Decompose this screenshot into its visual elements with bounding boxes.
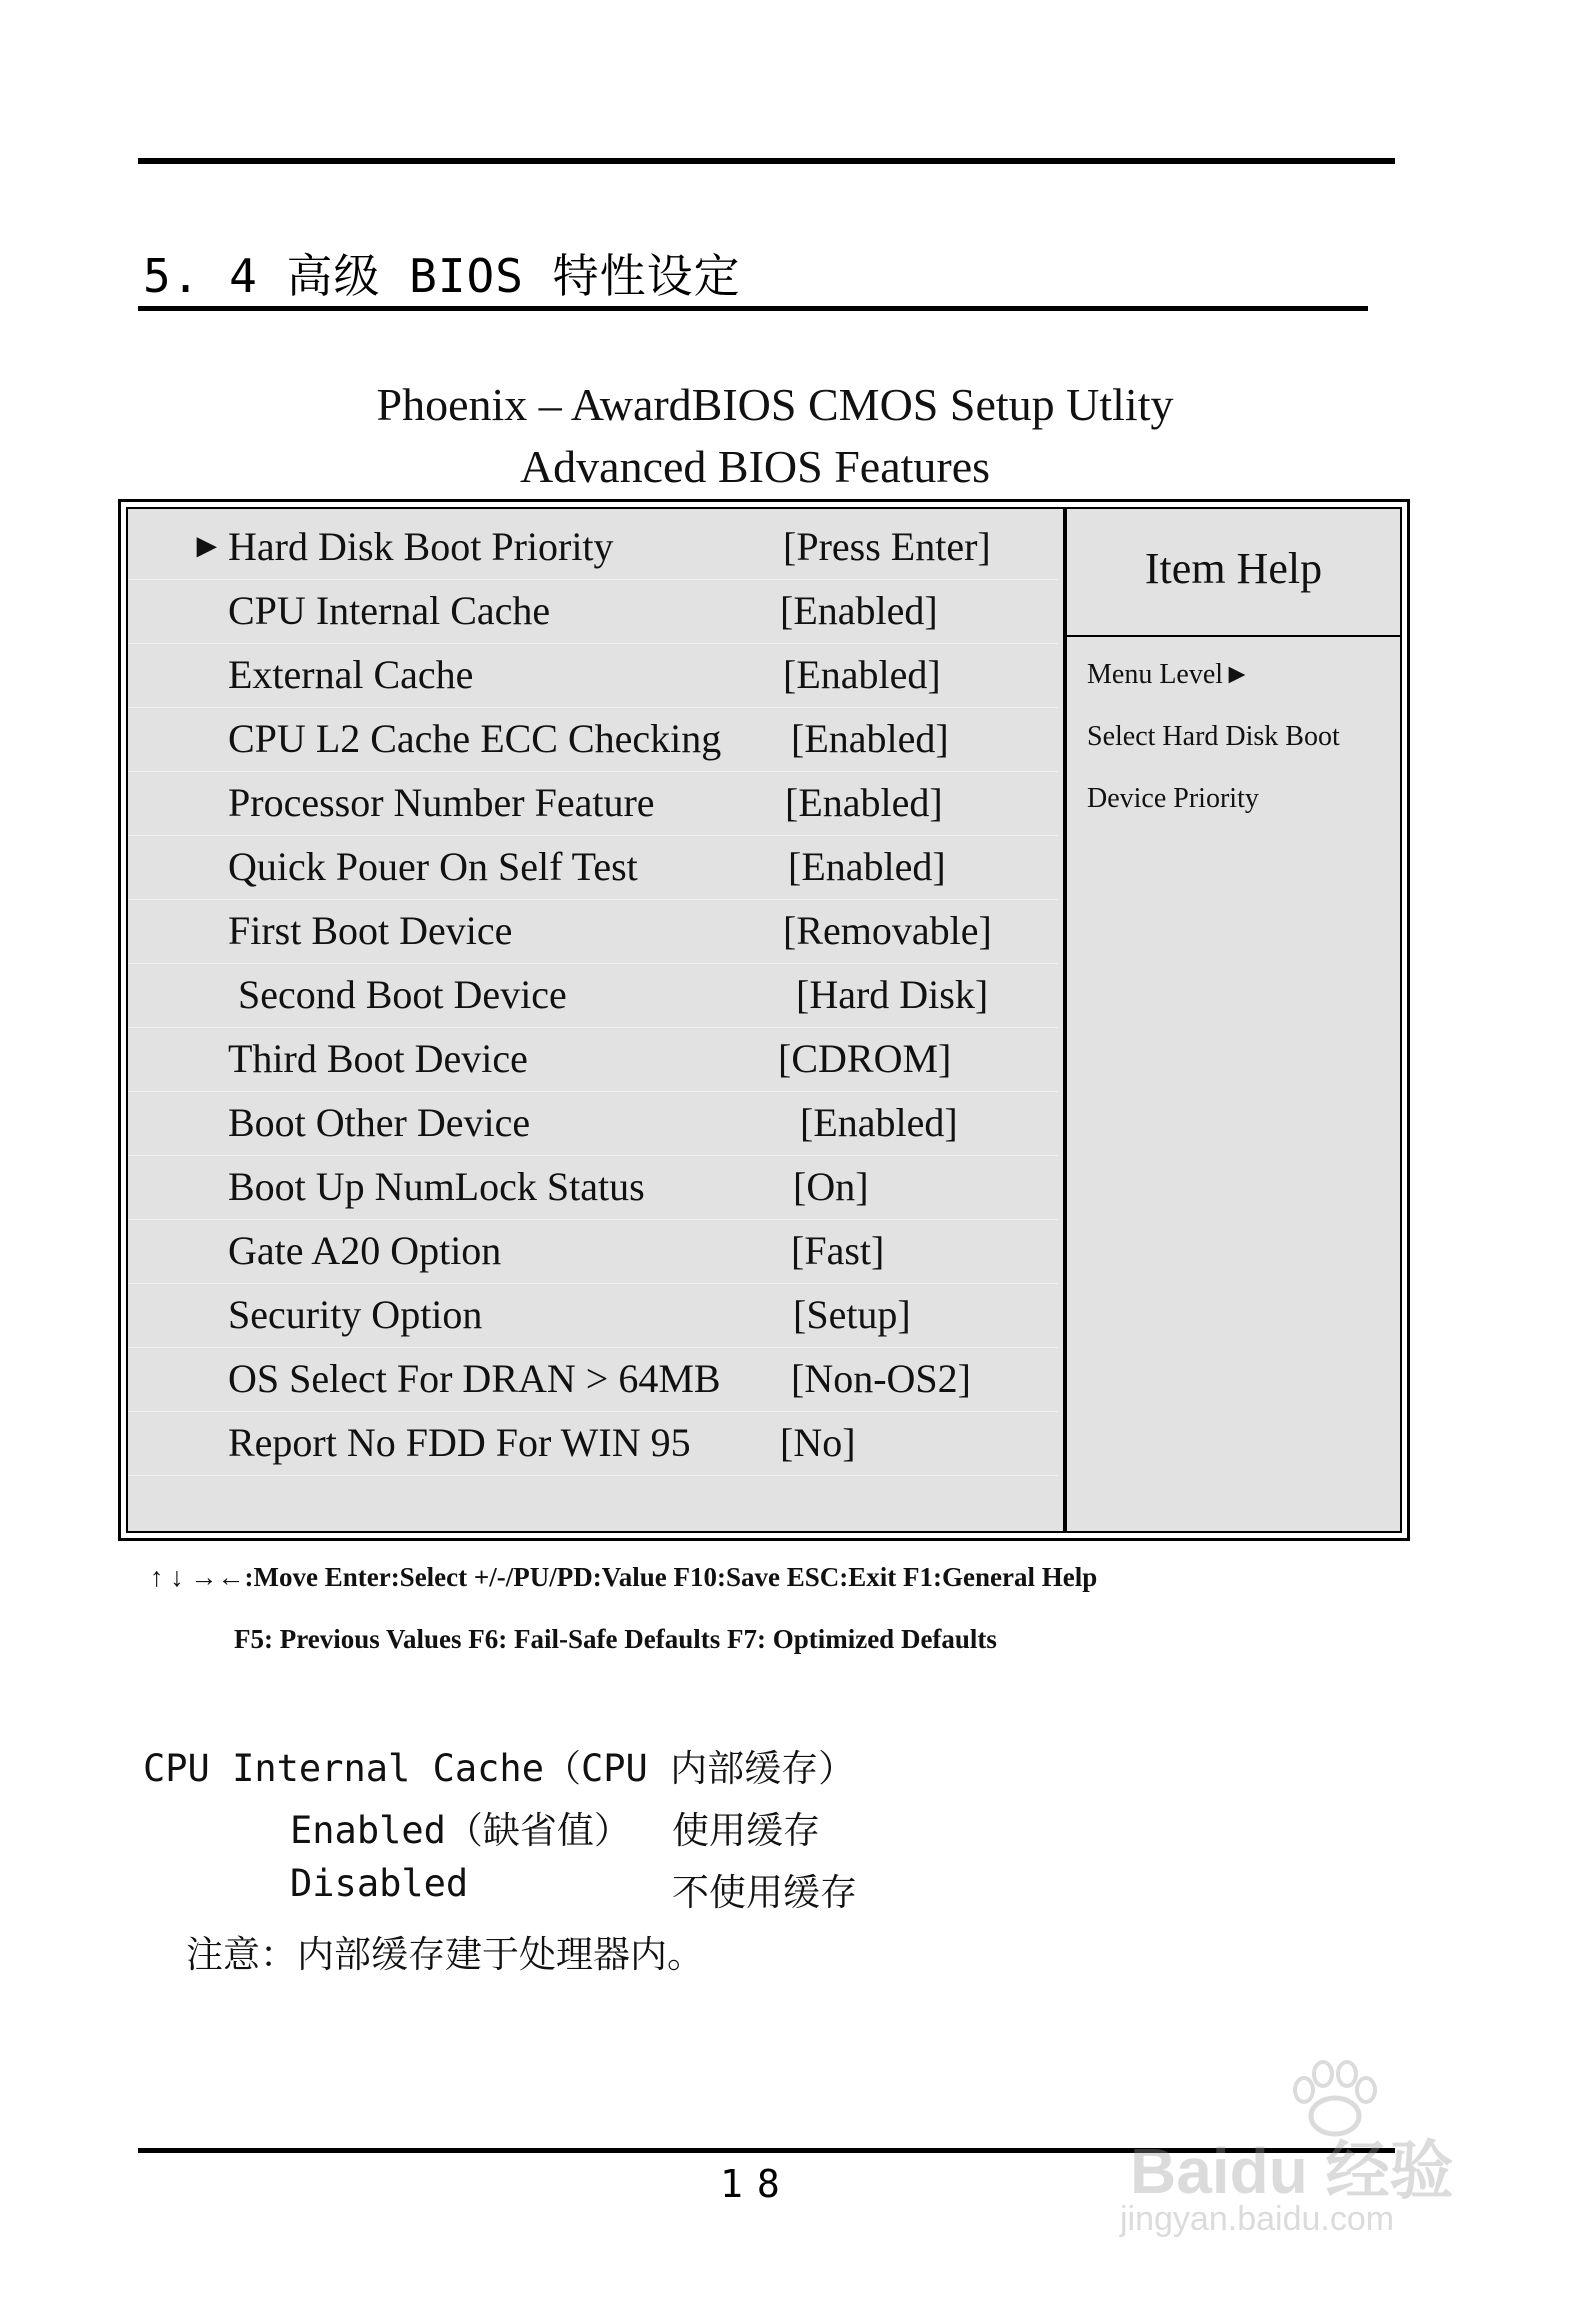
setting-label: Boot Up NumLock Status [228,1164,645,1209]
setting-value[interactable]: [Enabled] [783,652,941,697]
setting-report-no-fdd[interactable] [128,1411,1058,1476]
help-description-line2: Device Priority [1087,783,1259,814]
setting-value[interactable]: [Removable] [783,908,992,953]
setting-label: Gate A20 Option [228,1228,502,1273]
setting-value[interactable]: [CDROM] [778,1036,952,1081]
option-disabled-desc: 不使用缓存 [672,1871,857,1914]
submenu-arrow-icon: ► [190,528,224,565]
menu-level-text: Menu Level► [1087,659,1251,690]
setting-label: OS Select For DRAN > 64MB [228,1356,721,1401]
setting-first-boot-device[interactable] [128,899,1058,964]
item-help-header [1067,509,1400,637]
setting-value[interactable]: [Enabled] [780,588,938,633]
setting-value[interactable]: [Non-OS2] [791,1356,971,1401]
bios-screen [118,499,1410,1541]
setting-label: External Cache [228,652,474,697]
body-heading: CPU Internal Cache（CPU 内部缓存） [143,1747,856,1790]
key-legend-line1: ↑ ↓ →←:Move Enter:Select +/-/PU/PD:Value F10:Save ESC:Exit F1:General Help [150,1562,1098,1592]
item-help-pane [1067,509,1400,1531]
bios-screen-title: Advanced BIOS Features [519,441,991,492]
option-enabled-desc: 使用缓存 [672,1809,820,1852]
setting-value[interactable]: [Enabled] [800,1100,958,1145]
watermark-url: jingyan.baidu.com [1120,2200,1395,2238]
setting-label: Third Boot Device [228,1036,528,1081]
setting-external-cache[interactable] [128,643,1058,708]
body-note: 注意：内部缓存建于处理器内。 [186,1933,704,1976]
setting-value[interactable]: [Fast] [791,1228,885,1273]
setting-gate-a20[interactable] [128,1219,1058,1284]
top-rule [138,158,1395,164]
setting-label: Hard Disk Boot Priority [228,524,614,569]
setting-cpu-l2-cache-ecc[interactable] [128,707,1058,772]
page-number: 18 [720,2162,794,2206]
setting-label: Quick Pouer On Self Test [228,844,638,889]
setting-processor-number[interactable] [128,771,1058,836]
setting-label: Boot Other Device [228,1100,531,1145]
setting-label: First Boot Device [228,908,513,953]
setting-value[interactable]: [Press Enter] [783,524,991,569]
option-disabled-label: Disabled [290,1862,469,1905]
setting-quick-post[interactable] [128,835,1058,900]
setting-label: Processor Number Feature [228,780,655,825]
setting-label: Second Boot Device [238,972,567,1017]
item-help-title: Item Help [1144,544,1323,593]
baidu-watermark [1110,2060,1510,2240]
settings-list [128,509,1063,1531]
setting-value[interactable]: [Hard Disk] [796,972,989,1017]
setting-third-boot-device[interactable] [128,1027,1058,1092]
section-title-underline [138,306,1368,311]
watermark-brand: Baidu 经验 [1130,2135,1454,2207]
key-legend-line2: F5: Previous Values F6: Fail-Safe Defaults F7: Optimized Defaults [234,1624,997,1654]
setting-label: Security Option [228,1292,483,1337]
help-description-line1: Select Hard Disk Boot [1087,721,1340,752]
setting-label: CPU Internal Cache [228,588,551,633]
section-title: 5. 4 高级 BIOS 特性设定 [143,249,741,303]
setting-value[interactable]: [Enabled] [785,780,943,825]
setting-value[interactable]: [No] [780,1420,856,1465]
setting-second-boot-device[interactable] [128,963,1058,1028]
setting-cpu-internal-cache[interactable] [128,579,1058,644]
option-enabled-label: Enabled（缺省值） [290,1809,631,1852]
setting-label: Report No FDD For WIN 95 [228,1420,691,1465]
setting-boot-other-device[interactable] [128,1091,1058,1156]
setting-label: CPU L2 Cache ECC Checking [228,716,722,761]
setting-numlock-status[interactable] [128,1155,1058,1220]
setting-os-select-dram[interactable] [128,1347,1058,1412]
setting-security-option[interactable] [128,1283,1058,1348]
bios-screen-inner [126,507,1402,1533]
setting-value[interactable]: [On] [793,1164,869,1209]
bios-utility-title: Phoenix – AwardBIOS CMOS Setup Utlity [376,379,1174,430]
setting-value[interactable]: [Setup] [793,1292,911,1337]
setting-hard-disk-boot-priority[interactable] [128,515,1058,580]
setting-value[interactable]: [Enabled] [788,844,946,889]
setting-value[interactable]: [Enabled] [791,716,949,761]
